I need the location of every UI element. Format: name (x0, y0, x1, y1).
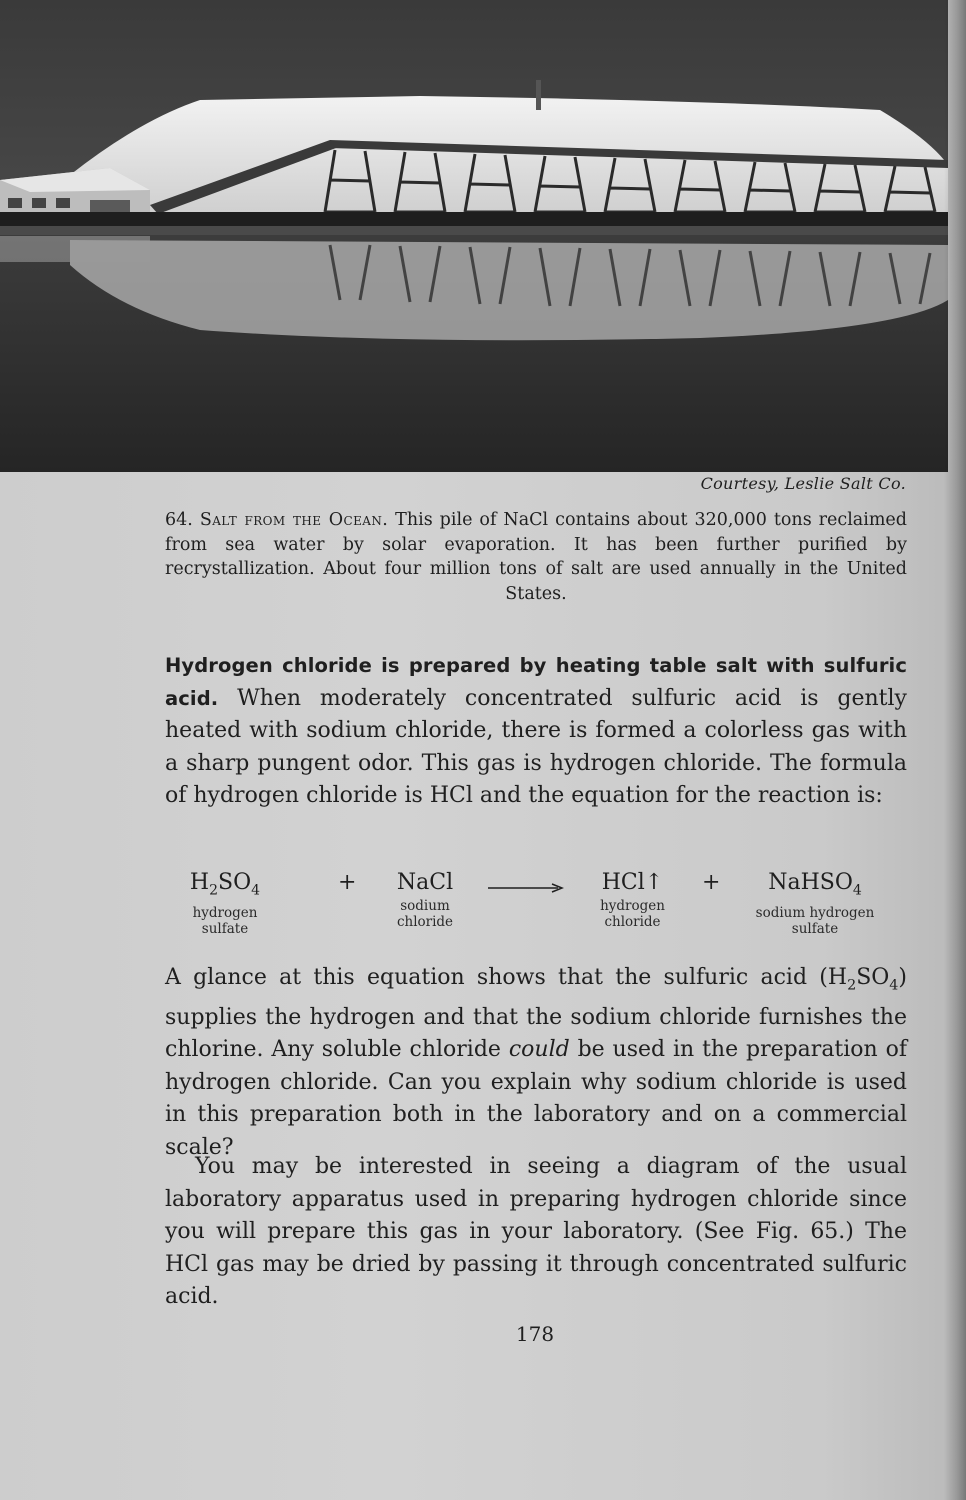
label-line1: hydrogen (192, 905, 258, 922)
page-edge-shadow (944, 0, 966, 1500)
paragraph-explanation (165, 962, 907, 1164)
salt-pile-illustration (0, 0, 948, 472)
subscript-4: 4 (251, 882, 261, 899)
subscript-2: 2 (209, 882, 219, 899)
salt-pile-photo (0, 0, 948, 472)
label-line2: chloride (396, 914, 454, 930)
label-line1: sodium (400, 898, 450, 914)
formula-nahso: NaHSO (768, 870, 853, 895)
caption-number: 64. (165, 510, 193, 530)
emphasis-could: could (508, 1037, 570, 1063)
figure-caption (165, 508, 907, 606)
plus-sign: + (702, 870, 721, 895)
text-part: ) supplies the hydrogen and that the sodium chloride furnishes the chlorine. Any soluble chloride (165, 965, 907, 1063)
section-heading: Hydrogen chloride is prepared by heating table salt with sulfuric acid. (165, 654, 907, 710)
formula-nacl: NaCl (396, 870, 454, 895)
paragraph-preparation-text: When moderately concentrated sulfuric acid is gently heated with sodium chloride, there is formed a colorless gas with a sharp pungent odor. This gas is hydrogen chloride. The formula of hydrogen chloride is HCl and the equation for the reaction is: (165, 685, 907, 808)
label-line1: hydrogen (600, 898, 665, 914)
label-line2: sulfate (201, 921, 249, 938)
photo-credit: Courtesy, Leslie Salt Co. (700, 474, 906, 493)
formula-hcl: HCl↑ (601, 870, 664, 895)
label-line1: sodium hydrogen (755, 905, 875, 922)
formula-so: SO (218, 870, 252, 895)
product-sodium-hydrogen-sulfate (740, 868, 890, 937)
page-number: 178 (515, 1322, 555, 1346)
chemical-equation (170, 868, 910, 948)
formula-h: H (189, 870, 210, 895)
text-part: A glance at this equation shows that the sulfuric acid (H (165, 965, 848, 990)
caption-text: This pile of NaCl contains about 320,000 tons reclaimed from sea water by solar evaporation. It has been further purified by recrystallization. About four million tons of salt are used annually in the United States. (165, 510, 907, 604)
reactant-sulfuric-acid (180, 868, 270, 937)
reactant-sodium-chloride (380, 868, 470, 930)
reaction-arrow-icon (488, 882, 564, 894)
product-hydrogen-chloride (585, 868, 680, 930)
subscript-2: 2 (847, 977, 857, 994)
text-part: SO (856, 965, 890, 990)
caption-title: Salt from the Ocean. (199, 510, 389, 530)
paragraph-preparation (165, 650, 907, 813)
label-line2: sulfate (791, 921, 839, 938)
label-line2: chloride (604, 914, 661, 930)
subscript-4: 4 (852, 882, 862, 899)
text-part: be used in the preparation of hydrogen chloride. Can you explain why sodium chloride is used in this preparation both in the laboratory and on a commercial scale? (165, 1037, 907, 1160)
paragraph-apparatus: You may be interested in seeing a diagram of the usual laboratory apparatus used in preparing hydrogen chloride since you will prepare this gas in your laboratory. (See Fig. 65.) The HCl gas may be dried by passing it through concentrated sulfuric acid. (165, 1154, 907, 1309)
subscript-4: 4 (889, 977, 899, 994)
plus-sign: + (338, 870, 357, 895)
